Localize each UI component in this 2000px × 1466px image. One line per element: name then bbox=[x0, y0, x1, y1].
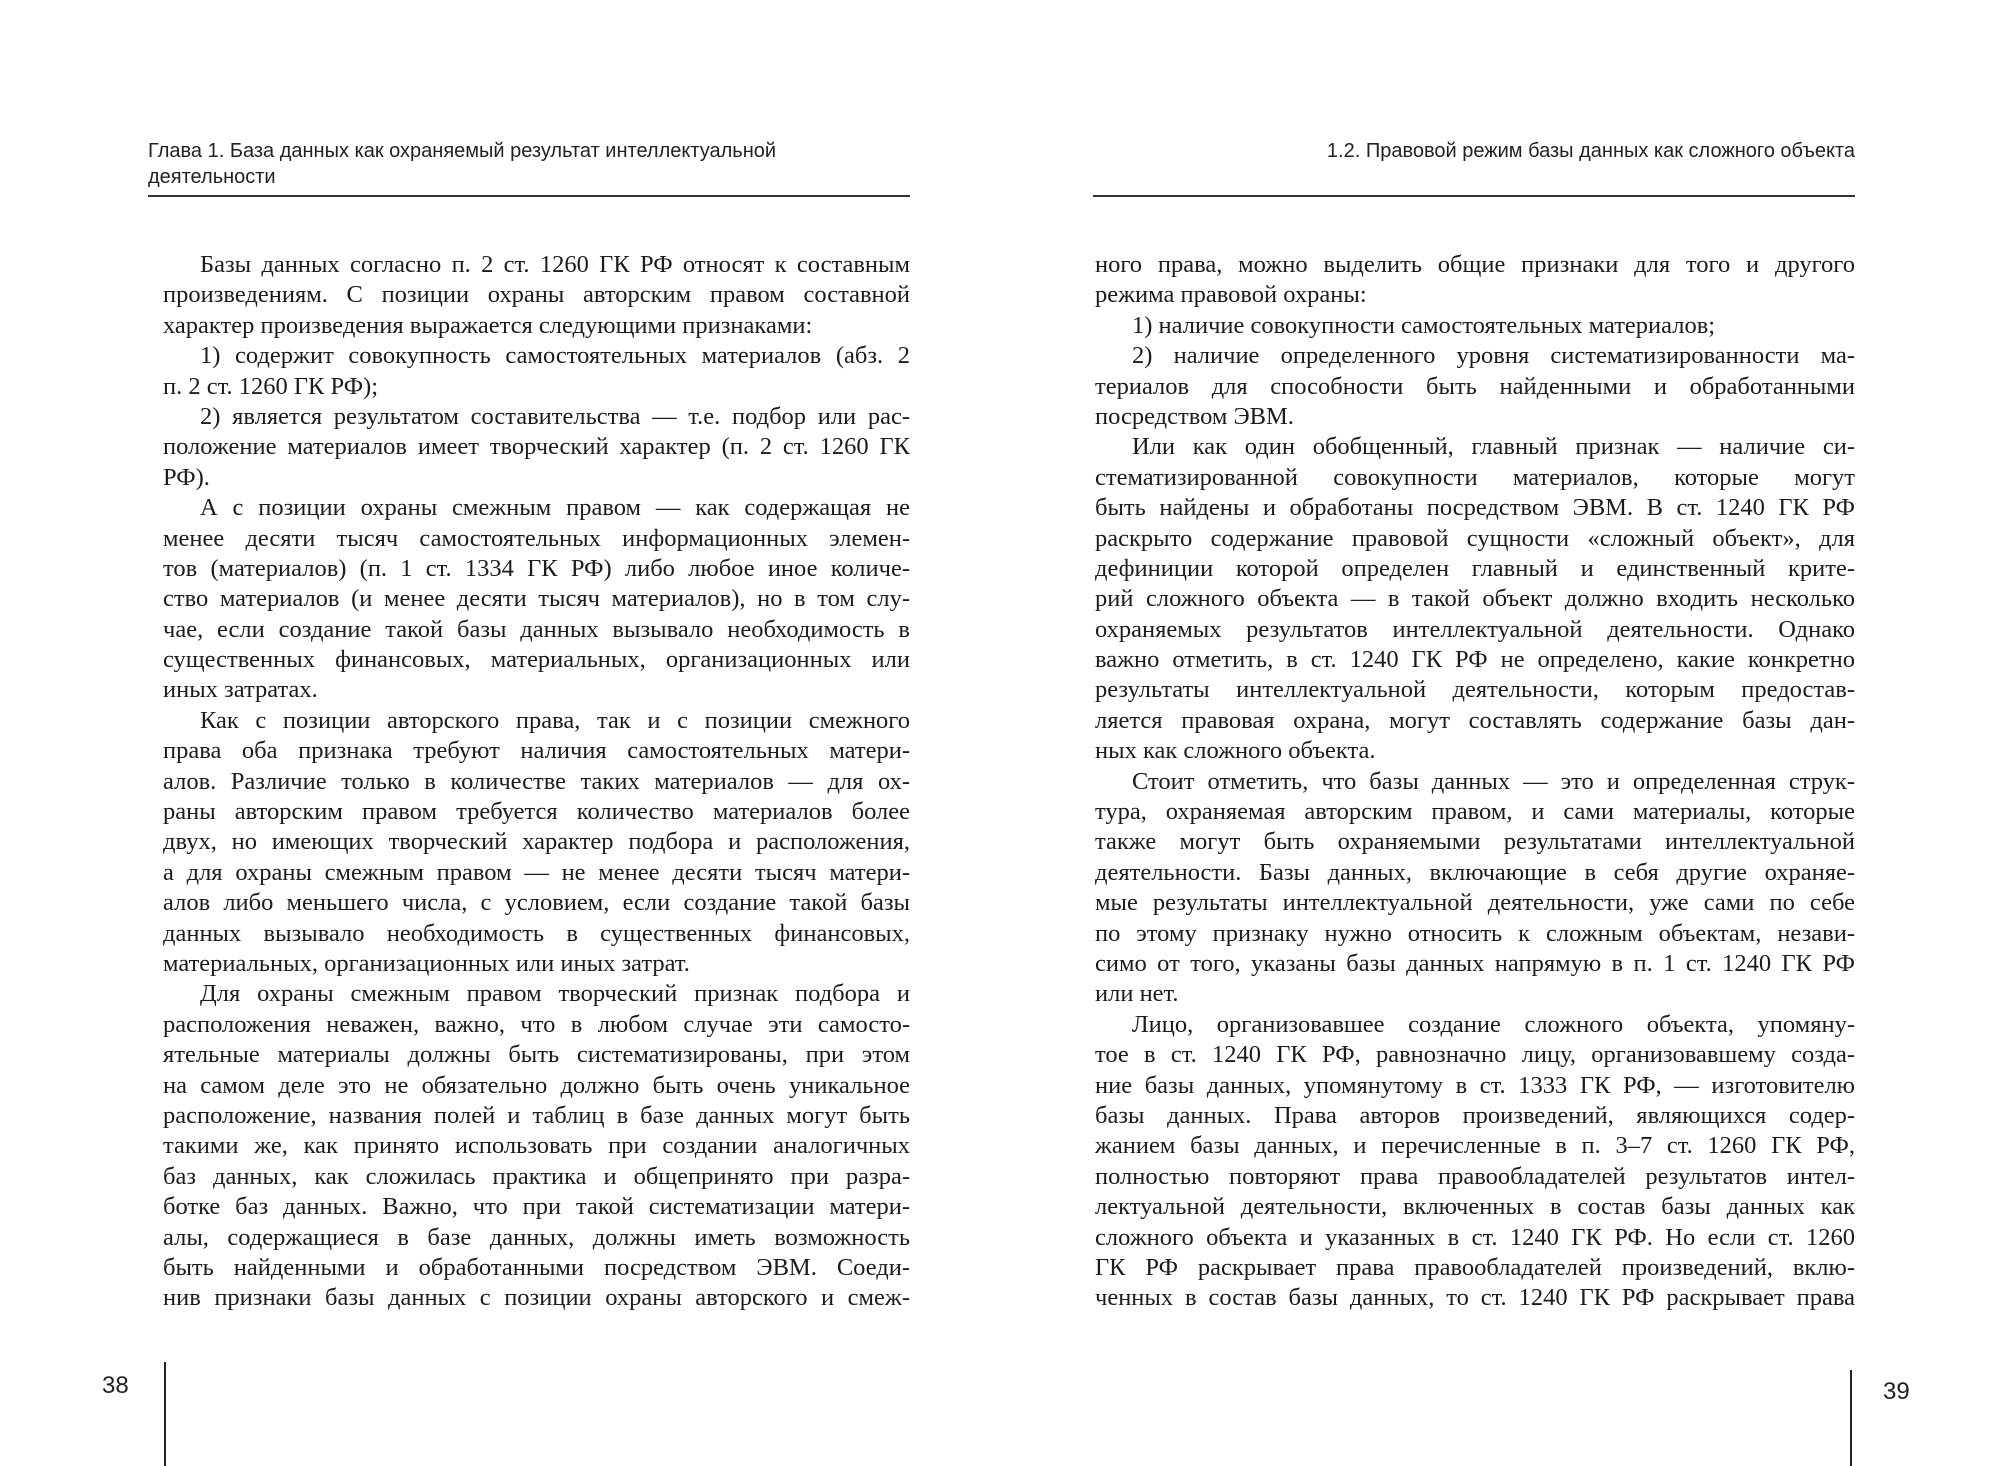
paragraph bbox=[163, 493, 910, 706]
text-line: чае, если создание такой базы данных вызывало необходимость в bbox=[163, 615, 910, 643]
text-line: полностью повторяют права правообладателей результатов интел- bbox=[1095, 1162, 1855, 1190]
text-line: ляется правовая охрана, могут составлять содержание базы дан- bbox=[1095, 706, 1855, 734]
paragraph bbox=[1095, 767, 1855, 1010]
text-line: Или как один обобщенный, главный признак — наличие си- bbox=[1132, 433, 1855, 461]
text-line: лектуальной деятельности, включенных в состав базы данных как bbox=[1095, 1193, 1855, 1221]
text-line: п. 2 ст. 1260 ГК РФ); bbox=[163, 372, 379, 400]
text-line: 1) наличие совокупности самостоятельных материалов; bbox=[1132, 311, 1716, 339]
text-line: посредством ЭВМ. bbox=[1095, 402, 1294, 430]
text-line: быть найдены и обработаны посредством ЭВМ. В ст. 1240 ГК РФ bbox=[1095, 494, 1855, 522]
text-line: на самом деле это не обязательно должно быть очень уникальное bbox=[163, 1071, 910, 1099]
page-number-rule bbox=[1850, 1370, 1852, 1466]
text-line: результаты интеллектуальной деятельности, которым предостав- bbox=[1095, 676, 1855, 704]
text-line: ние базы данных, упомянутому в ст. 1333 ГК РФ, — изготовителю bbox=[1095, 1071, 1855, 1099]
text-line: материальных, организационных или иных затрат. bbox=[163, 949, 690, 977]
body-text-column bbox=[1095, 250, 1855, 1314]
text-line: менее десяти тысяч самостоятельных информационных элемен- bbox=[163, 524, 910, 552]
text-line: иных затратах. bbox=[163, 676, 318, 704]
text-line: раны авторским правом требуется количество материалов более bbox=[163, 798, 910, 826]
body-text-column bbox=[163, 250, 910, 1314]
text-line: РФ). bbox=[163, 463, 210, 491]
text-line: охраняемых результатов интеллектуальной деятельности. Однако bbox=[1095, 615, 1855, 643]
text-line: права оба признака требуют наличия самостоятельных матери- bbox=[163, 737, 910, 765]
running-head-line: 1.2. Правовой режим базы данных как сложного объекта bbox=[1326, 140, 1855, 162]
running-head-line: деятельности bbox=[148, 166, 276, 188]
text-line: дефиниции которой определен главный и единственный крите- bbox=[1095, 554, 1855, 582]
paragraph bbox=[1095, 250, 1855, 311]
text-line: режима правовой охраны: bbox=[1095, 281, 1367, 309]
text-line: существенных финансовых, материальных, организационных или bbox=[163, 646, 910, 674]
text-line: базы данных. Права авторов произведений, являющихся содер- bbox=[1095, 1101, 1855, 1129]
text-line: ченных в состав базы данных, то ст. 1240 ГК РФ раскрывает права bbox=[1095, 1284, 1855, 1312]
text-line: быть найденными и обработанными посредством ЭВМ. Соеди- bbox=[163, 1253, 910, 1281]
paragraph bbox=[1095, 311, 1855, 341]
text-line: алов либо меньшего числа, с условием, если создание такой базы bbox=[163, 889, 910, 917]
text-line: или нет. bbox=[1095, 980, 1179, 1008]
text-line: А с позиции охраны смежным правом — как содержащая не bbox=[200, 494, 910, 522]
text-line: характер произведения выражается следующими признаками: bbox=[163, 311, 813, 339]
text-line: Базы данных согласно п. 2 ст. 1260 ГК РФ относят к составным bbox=[200, 251, 910, 278]
text-line: деятельности. Базы данных, включающие в себя другие охраняе- bbox=[1095, 858, 1855, 886]
text-line: важно отметить, в ст. 1240 ГК РФ не определено, какие конкретно bbox=[1095, 646, 1855, 674]
page-number-rule bbox=[164, 1362, 166, 1466]
header-rule bbox=[1093, 195, 1855, 197]
text-line: расположения неважен, важно, что в любом случае эти самосто- bbox=[163, 1010, 910, 1038]
paragraph bbox=[163, 341, 910, 402]
text-line: териалов для способности быть найденными и обработанными bbox=[1095, 372, 1855, 400]
page-number: 38 bbox=[102, 1372, 129, 1399]
text-line: 2) наличие определенного уровня систематизированности ма- bbox=[1132, 342, 1855, 370]
paragraph bbox=[163, 250, 910, 341]
paragraph bbox=[163, 979, 910, 1313]
text-line: алы, содержащиеся в базе данных, должны иметь возможность bbox=[163, 1223, 910, 1251]
text-line: Лицо, организовавшее создание сложного объекта, упомяну- bbox=[1132, 1010, 1855, 1038]
text-line: такими же, как принято использовать при создании аналогичных bbox=[163, 1132, 910, 1160]
text-line: 1) содержит совокупность самостоятельных материалов (абз. 2 bbox=[200, 342, 910, 370]
text-line: положение материалов имеет творческий характер (п. 2 ст. 1260 ГК bbox=[163, 433, 910, 461]
paragraph bbox=[1095, 341, 1855, 432]
paragraph bbox=[163, 706, 910, 980]
running-head-section bbox=[1093, 138, 1855, 164]
text-line: Для охраны смежным правом творческий признак подбора и bbox=[200, 980, 910, 1008]
text-line: ятельные материалы должны быть систематизированы, при этом bbox=[163, 1041, 910, 1069]
text-line: рий сложного объекта — в такой объект должно входить несколько bbox=[1095, 585, 1855, 613]
text-line: жанием базы данных, и перечисленные в п. 3–7 ст. 1260 ГК РФ, bbox=[1095, 1132, 1855, 1160]
text-line: данных вызывало необходимость в существенных финансовых, bbox=[163, 919, 910, 947]
paragraph bbox=[1095, 1010, 1855, 1314]
page-number: 39 bbox=[1883, 1378, 1910, 1405]
text-line: нив признаки базы данных с позиции охраны авторского и смеж- bbox=[163, 1284, 910, 1312]
text-line: Как с позиции авторского права, так и с позиции смежного bbox=[200, 706, 910, 734]
text-line: баз данных, как сложилась практика и общепринято при разра- bbox=[163, 1162, 910, 1190]
text-line: ство материалов (и менее десяти тысяч материалов), но в том слу- bbox=[163, 585, 910, 613]
text-line: по этому признаку нужно относить к сложным объектам, незави- bbox=[1095, 919, 1855, 947]
text-line: сложного объекта и указанных в ст. 1240 ГК РФ. Но если ст. 1260 bbox=[1095, 1223, 1855, 1251]
text-line: стематизированной совокупности материалов, которые могут bbox=[1095, 463, 1855, 491]
right-page bbox=[1000, 0, 2000, 1466]
text-line: алов. Различие только в количестве таких материалов — для ох- bbox=[163, 767, 910, 795]
text-line: также могут быть охраняемыми результатами интеллектуальной bbox=[1095, 828, 1855, 856]
text-line: мые результаты интеллектуальной деятельности, уже сами по себе bbox=[1095, 889, 1855, 917]
text-line: тура, охраняемая авторским правом, и сами материалы, которые bbox=[1095, 798, 1855, 826]
text-line: симо от того, указаны базы данных напрямую в п. 1 ст. 1240 ГК РФ bbox=[1095, 949, 1855, 977]
text-line: а для охраны смежным правом — не менее десяти тысяч матери- bbox=[163, 858, 910, 886]
running-head-line: Глава 1. База данных как охраняемый результат интеллектуальной bbox=[148, 140, 777, 162]
text-line: 2) является результатом составительства — т.е. подбор или рас- bbox=[200, 402, 910, 430]
header-rule bbox=[148, 195, 910, 197]
running-head-chapter bbox=[148, 138, 910, 190]
text-line: тов (материалов) (п. 1 ст. 1334 ГК РФ) либо любое иное количе- bbox=[163, 554, 910, 582]
text-line: ного права, можно выделить общие признаки для того и другого bbox=[1095, 251, 1855, 278]
text-line: тое в ст. 1240 ГК РФ, равнозначно лицу, организовавшему созда- bbox=[1095, 1041, 1855, 1069]
text-line: Стоит отметить, что базы данных — это и определенная струк- bbox=[1132, 767, 1855, 795]
text-line: раскрыто содержание правовой сущности «сложный объект», для bbox=[1095, 524, 1855, 552]
paragraph bbox=[163, 402, 910, 493]
text-line: двух, но имеющих творческий характер подбора и расположения, bbox=[163, 828, 910, 856]
paragraph bbox=[1095, 432, 1855, 766]
text-line: ных как сложного объекта. bbox=[1095, 737, 1376, 765]
text-line: расположение, названия полей и таблиц в базе данных могут быть bbox=[163, 1101, 910, 1129]
text-line: произведениям. С позиции охраны авторским правом составной bbox=[163, 281, 910, 309]
text-line: ГК РФ раскрывает права правообладателей произведений, вклю- bbox=[1095, 1253, 1855, 1281]
text-line: ботке баз данных. Важно, что при такой систематизации матери- bbox=[163, 1193, 910, 1221]
